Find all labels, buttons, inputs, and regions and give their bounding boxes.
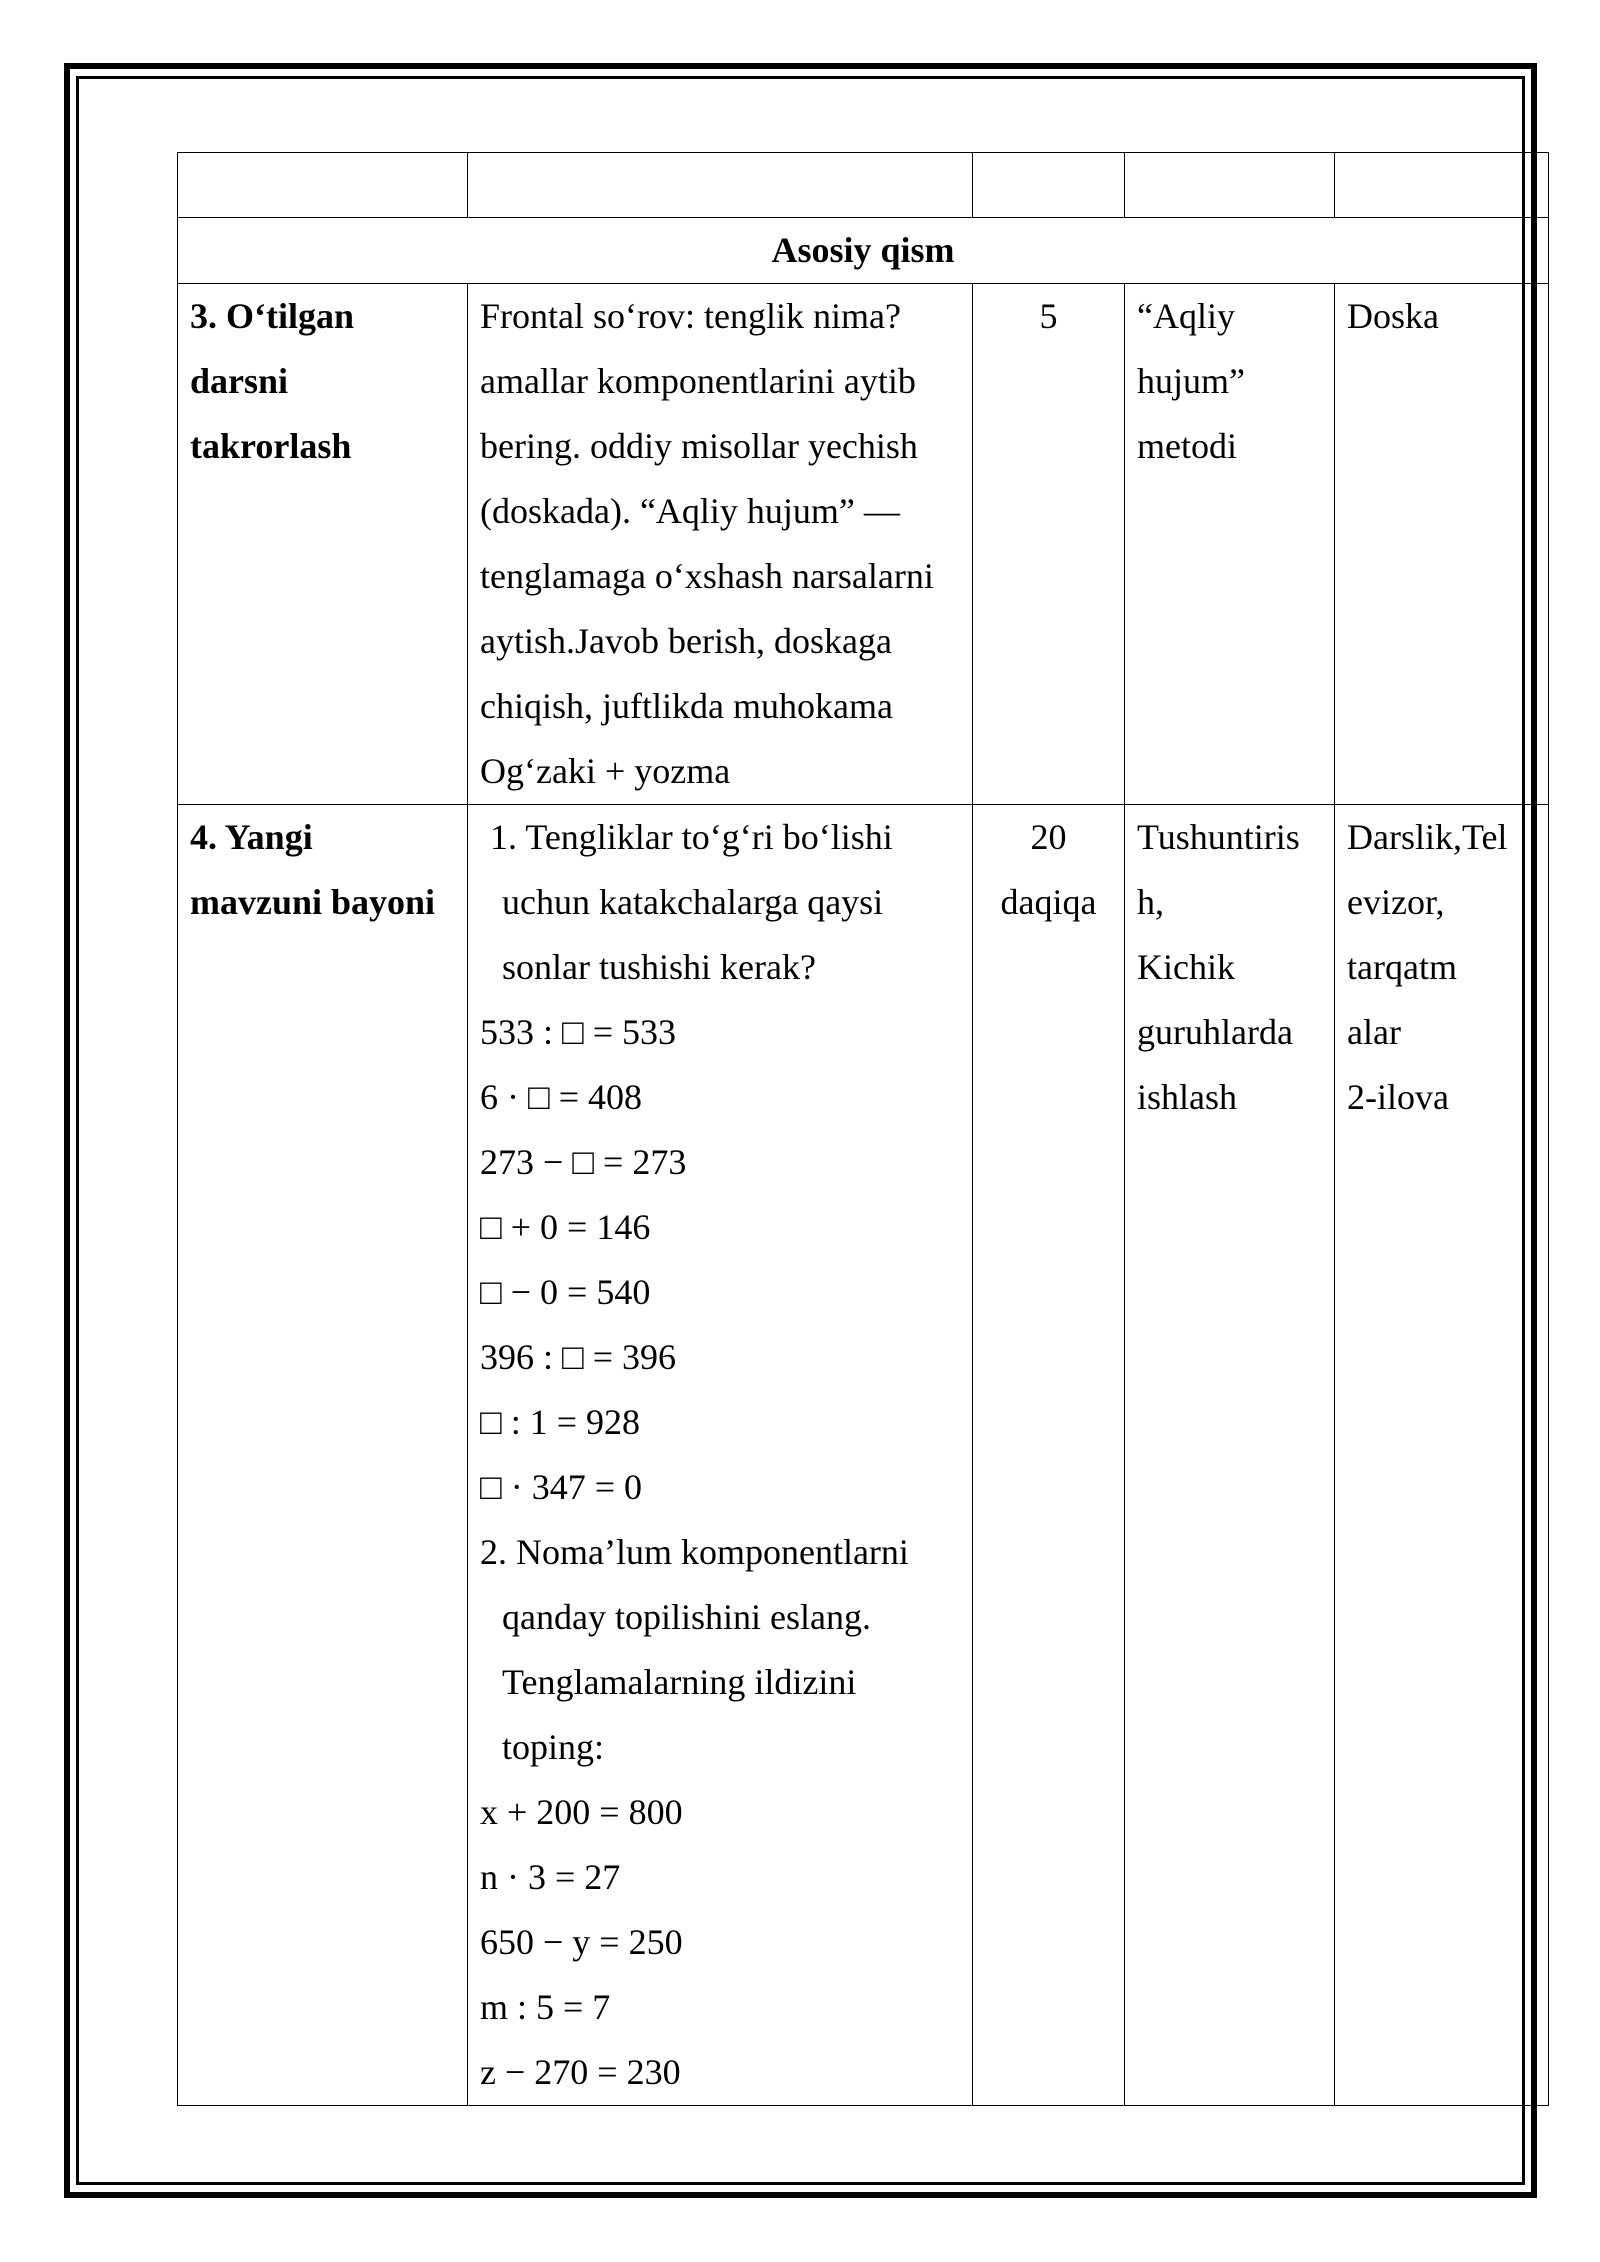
equation-line: 533 : □ = 533 bbox=[480, 1012, 677, 1052]
method-line: Kichik bbox=[1137, 947, 1235, 987]
content-line: tenglamaga o‘xshash narsalarni bbox=[480, 556, 934, 596]
stage-cell bbox=[178, 805, 468, 2106]
empty-cell bbox=[1335, 153, 1549, 218]
equation-line: x + 200 = 800 bbox=[480, 1792, 683, 1832]
equation-line: □ : 1 = 928 bbox=[480, 1402, 641, 1442]
stage-cell bbox=[178, 284, 468, 805]
method-line: metodi bbox=[1137, 426, 1237, 466]
resource-line: alar bbox=[1347, 1012, 1401, 1052]
empty-cell bbox=[468, 153, 973, 218]
time-line: 20 bbox=[1030, 817, 1067, 857]
content-line: bering. oddiy misollar yechish bbox=[480, 426, 918, 466]
section-title: Asosiy qism bbox=[178, 218, 1549, 284]
table-row-empty bbox=[178, 153, 1549, 218]
equation-line: 6 · □ = 408 bbox=[480, 1077, 643, 1117]
content-line: aytish.Javob berish, doskaga bbox=[480, 621, 892, 661]
method-line: Tushuntiris bbox=[1137, 817, 1300, 857]
time-line: daqiqa bbox=[1000, 882, 1097, 922]
empty-cell bbox=[1125, 153, 1335, 218]
equation-line: n · 3 = 27 bbox=[480, 1857, 621, 1897]
task-line: toping: bbox=[502, 1727, 605, 1767]
equation-line: 273 − □ = 273 bbox=[480, 1142, 687, 1182]
task-line: sonlar tushishi kerak? bbox=[502, 947, 816, 987]
table-row bbox=[178, 805, 1549, 2106]
content-cell bbox=[468, 284, 973, 805]
method-line: hujum” bbox=[1137, 361, 1245, 401]
method-line: ishlash bbox=[1137, 1077, 1238, 1117]
content-cell bbox=[468, 805, 973, 2106]
equation-line: 650 − y = 250 bbox=[480, 1922, 683, 1962]
table-row bbox=[178, 284, 1549, 805]
method-line: “Aqliy bbox=[1137, 296, 1235, 336]
time-line: 5 bbox=[1039, 296, 1058, 336]
method-cell bbox=[1125, 805, 1335, 2106]
equation-line: m : 5 = 7 bbox=[480, 1987, 611, 2027]
stage-line: takrorlash bbox=[190, 426, 352, 466]
content-line: (doskada). “Aqliy hujum” — bbox=[480, 491, 900, 531]
stage-line: mavzuni bayoni bbox=[190, 882, 436, 922]
stage-line: darsni bbox=[190, 361, 289, 401]
content-line: amallar komponentlarini aytib bbox=[480, 361, 916, 401]
equation-line: 396 : □ = 396 bbox=[480, 1337, 677, 1377]
task-line: Tenglamalarning ildizini bbox=[502, 1662, 857, 1702]
content-line: Og‘zaki + yozma bbox=[480, 751, 731, 791]
time-cell bbox=[973, 805, 1125, 2106]
equation-line: z − 270 = 230 bbox=[480, 2052, 681, 2092]
stage-line: 3. O‘tilgan bbox=[190, 296, 355, 336]
content-line: Frontal so‘rov: tenglik nima? bbox=[480, 296, 901, 336]
equation-line: □ + 0 = 146 bbox=[480, 1207, 651, 1247]
table-row-section bbox=[178, 218, 1549, 284]
equation-line: □ · 347 = 0 bbox=[480, 1467, 643, 1507]
resource-line: tarqatm bbox=[1347, 947, 1457, 987]
time-cell bbox=[973, 284, 1125, 805]
task-line: uchun katakchalarga qaysi bbox=[502, 882, 884, 922]
task-line: 1. Tengliklar to‘g‘ri bo‘lishi bbox=[490, 817, 893, 857]
resource-line: Darslik,Tel bbox=[1347, 817, 1508, 857]
lesson-plan-table bbox=[177, 152, 1549, 2106]
content-line: chiqish, juftlikda muhokama bbox=[480, 686, 893, 726]
resource-line: Doska bbox=[1347, 296, 1439, 336]
method-line: h, bbox=[1137, 882, 1164, 922]
resource-cell bbox=[1335, 284, 1549, 805]
task-line: qanday topilishini eslang. bbox=[502, 1597, 871, 1637]
resource-line: evizor, bbox=[1347, 882, 1445, 922]
stage-line: 4. Yangi bbox=[190, 817, 313, 857]
equation-line: □ − 0 = 540 bbox=[480, 1272, 651, 1312]
empty-cell bbox=[973, 153, 1125, 218]
resource-cell bbox=[1335, 805, 1549, 2106]
method-line: guruhlarda bbox=[1137, 1012, 1293, 1052]
resource-line: 2-ilova bbox=[1347, 1077, 1449, 1117]
task-line: 2. Noma’lum komponentlarni bbox=[480, 1532, 909, 1572]
empty-cell bbox=[178, 153, 468, 218]
method-cell bbox=[1125, 284, 1335, 805]
